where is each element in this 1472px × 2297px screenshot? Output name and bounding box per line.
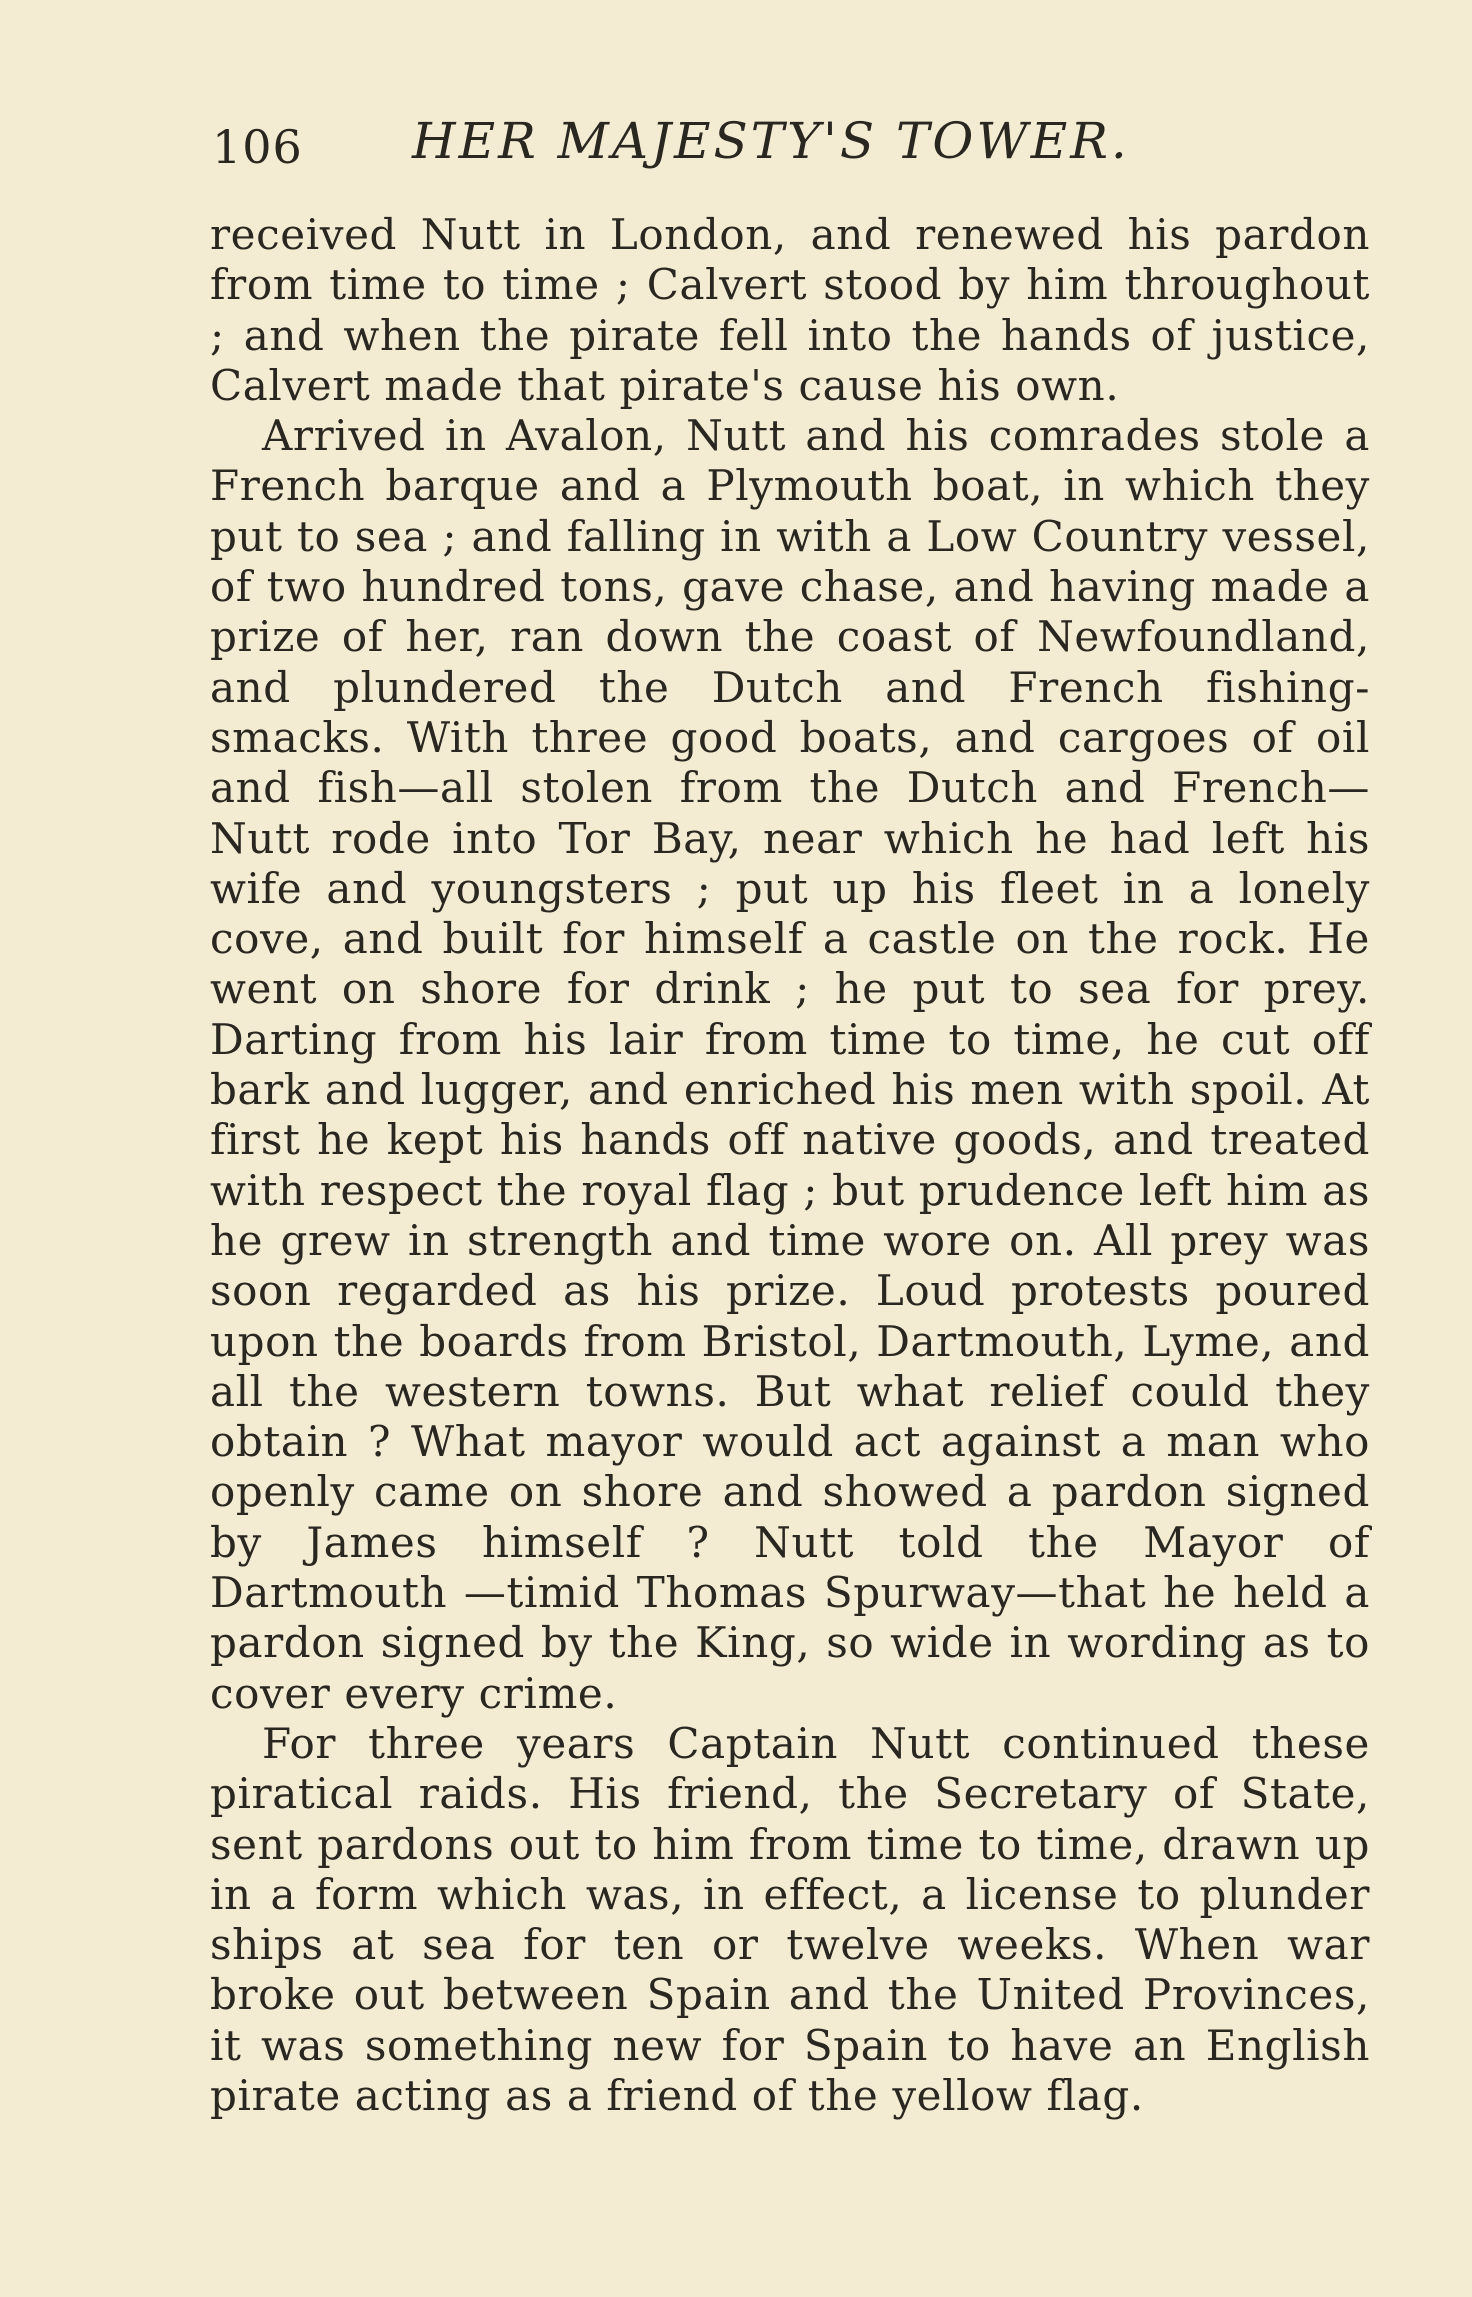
paragraph-avalon: Arrived in Avalon, Nutt and his comrades stole a French barque and a Plymouth boat, in which they put to sea ; and falling in with a Low Country vessel, of two hundred tons, gave chase, and having made a prize of her, ran down the coast of Newfoundland, and plundered the Dutch and French fishing-smacks. With three good boats, and cargoes of oil and fish—all stolen from the Dutch and French—Nutt rode into Tor Bay, near which he had left his wife and youngsters ; put up his fleet in a lonely cove, and built for himself a castle on the rock. He went on shore for drink ; he put to sea for prey. Darting from his lair from time to time, he cut off bark and lugger, and enriched his men with spoil. At first he kept his hands off native goods, and treated with respect the royal flag ; but prudence left him as he grew in strength and time wore on. All prey was soon regarded as his prize. Loud protests poured upon the boards from Bristol, Dartmouth, Lyme, and all the western towns. But what relief could they obtain ? What mayor would act against a man who openly came on shore and showed a pardon signed by James himself ? Nutt told the Mayor of Dartmouth —timid Thomas Spurway—that he held a pardon signed by the King, so wide in wording as to cover every crime. <box>210 411 1370 1718</box>
paragraph-continued: received Nutt in London, and renewed his pardon from time to time ; Calvert stood by him throughout ; and when the pirate fell into the hands of justice, Calvert made that pirate's cause his own. <box>210 210 1370 410</box>
paragraph-three-years: For three years Captain Nutt continued these piratical raids. His friend, the Secretary of State, sent pardons out to him from time to time, drawn up in a form which was, in effect, a license to plunder ships at sea for ten or twelve weeks. When war broke out between Spain and the United Provinces, it was something new for Spain to have an English pirate acting as a friend of the yellow flag. <box>210 1718 1370 2120</box>
page-number: 106 <box>212 120 303 174</box>
body-text <box>210 210 1370 2121</box>
running-title: HER MAJESTY'S TOWER. <box>412 112 1130 170</box>
page-header <box>212 112 1372 192</box>
